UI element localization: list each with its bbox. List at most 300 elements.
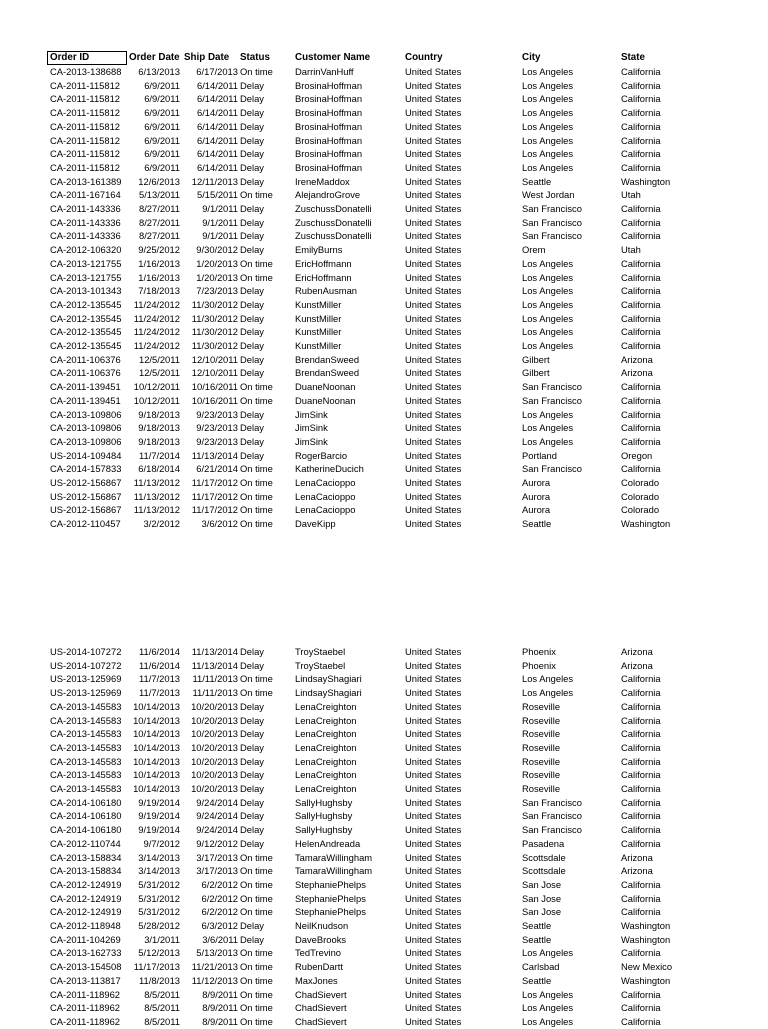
- cell-status[interactable]: Delay: [240, 728, 264, 740]
- header-customer-name[interactable]: Customer Name: [295, 52, 371, 63]
- cell-order-date[interactable]: 9/18/2013: [138, 422, 180, 434]
- cell-city[interactable]: Los Angeles: [522, 271, 574, 283]
- cell-order-date[interactable]: 5/12/2013: [138, 947, 180, 959]
- cell-country[interactable]: United States: [405, 134, 462, 146]
- header-city[interactable]: City: [522, 52, 541, 63]
- cell-ship-date[interactable]: 5/13/2013: [196, 947, 238, 959]
- cell-status[interactable]: Delay: [240, 449, 264, 461]
- cell-order-date[interactable]: 7/18/2013: [138, 285, 180, 297]
- header-order-date[interactable]: Order Date: [129, 52, 180, 63]
- cell-status[interactable]: Delay: [240, 244, 264, 256]
- cell-country[interactable]: United States: [405, 422, 462, 434]
- cell-ship-date[interactable]: 12/10/2011: [191, 353, 238, 365]
- cell-state[interactable]: California: [621, 988, 661, 1000]
- cell-city[interactable]: Seattle: [522, 920, 552, 931]
- cell-customer-name[interactable]: LenaCreighton: [295, 741, 357, 753]
- cell-ship-date[interactable]: 9/1/2011: [202, 230, 238, 242]
- cell-city[interactable]: San Francisco: [522, 796, 582, 808]
- cell-customer-name[interactable]: RubenAusman: [295, 285, 358, 297]
- cell-status[interactable]: Delay: [240, 659, 264, 671]
- cell-order-date[interactable]: 9/19/2014: [138, 824, 180, 836]
- cell-order-date[interactable]: 5/31/2012: [138, 892, 180, 904]
- cell-customer-name[interactable]: EricHoffmann: [295, 271, 352, 283]
- cell-state[interactable]: California: [621, 326, 661, 338]
- cell-ship-date[interactable]: 5/15/2011: [196, 189, 238, 201]
- cell-status[interactable]: Delay: [240, 340, 264, 351]
- cell-customer-name[interactable]: SallyHughsby: [295, 810, 353, 822]
- cell-city[interactable]: Seattle: [522, 175, 552, 187]
- cell-ship-date[interactable]: 11/11/2013: [192, 673, 238, 685]
- cell-city[interactable]: San Jose: [522, 906, 562, 918]
- cell-order-date[interactable]: 12/5/2011: [138, 367, 180, 379]
- cell-status[interactable]: Delay: [240, 120, 264, 132]
- cell-customer-name[interactable]: BrosinaHoffman: [295, 79, 363, 91]
- cell-country[interactable]: United States: [405, 148, 462, 160]
- cell-state[interactable]: Utah: [621, 244, 641, 256]
- cell-order-date[interactable]: 10/14/2013: [133, 728, 180, 740]
- cell-status[interactable]: On time: [240, 189, 273, 201]
- cell-order-id[interactable]: CA-2013-113817: [50, 974, 121, 986]
- cell-customer-name[interactable]: LenaCreighton: [295, 755, 357, 767]
- cell-city[interactable]: Orem: [522, 244, 546, 256]
- cell-customer-name[interactable]: EmilyBurns: [295, 244, 343, 256]
- cell-ship-date[interactable]: 7/23/2013: [196, 285, 238, 297]
- cell-customer-name[interactable]: DuaneNoonan: [295, 394, 356, 406]
- cell-country[interactable]: United States: [405, 933, 462, 945]
- cell-status[interactable]: Delay: [240, 435, 264, 447]
- cell-order-date[interactable]: 10/14/2013: [133, 769, 180, 781]
- cell-country[interactable]: United States: [405, 189, 462, 201]
- cell-country[interactable]: United States: [405, 257, 462, 269]
- cell-ship-date[interactable]: 6/2/2012: [201, 906, 238, 918]
- cell-country[interactable]: United States: [405, 66, 462, 77]
- cell-customer-name[interactable]: BrosinaHoffman: [295, 120, 363, 132]
- cell-state[interactable]: California: [621, 741, 661, 753]
- cell-customer-name[interactable]: KunstMiller: [295, 298, 342, 310]
- cell-status[interactable]: On time: [240, 504, 273, 516]
- cell-ship-date[interactable]: 11/30/2012: [191, 312, 238, 324]
- cell-country[interactable]: United States: [405, 203, 462, 214]
- cell-customer-name[interactable]: BrosinaHoffman: [295, 134, 363, 146]
- header-status[interactable]: Status: [240, 52, 270, 63]
- cell-order-date[interactable]: 9/25/2012: [138, 244, 180, 256]
- cell-state[interactable]: California: [621, 285, 661, 297]
- cell-status[interactable]: On time: [240, 906, 273, 918]
- cell-state[interactable]: Washington: [621, 920, 671, 931]
- cell-state[interactable]: Arizona: [621, 851, 653, 863]
- cell-city[interactable]: San Francisco: [522, 230, 582, 242]
- cell-order-id[interactable]: CA-2012-106320: [50, 244, 122, 256]
- cell-order-id[interactable]: US-2014-107272: [50, 646, 122, 657]
- cell-country[interactable]: United States: [405, 741, 462, 753]
- cell-status[interactable]: Delay: [240, 79, 264, 91]
- cell-status[interactable]: On time: [240, 892, 273, 904]
- cell-state[interactable]: California: [621, 837, 661, 849]
- cell-ship-date[interactable]: 10/20/2013: [191, 728, 238, 740]
- cell-order-id[interactable]: CA-2013-121755: [50, 271, 122, 283]
- cell-order-id[interactable]: CA-2011-115812: [50, 134, 121, 146]
- cell-city[interactable]: Los Angeles: [522, 422, 574, 434]
- cell-customer-name[interactable]: DarrinVanHuff: [295, 66, 354, 77]
- cell-order-date[interactable]: 6/9/2011: [144, 107, 180, 119]
- cell-order-date[interactable]: 12/6/2013: [138, 175, 180, 187]
- cell-country[interactable]: United States: [405, 700, 462, 712]
- cell-order-date[interactable]: 11/7/2013: [138, 687, 180, 699]
- cell-order-date[interactable]: 8/5/2011: [144, 1015, 180, 1027]
- cell-order-id[interactable]: CA-2013-109806: [50, 408, 122, 420]
- cell-ship-date[interactable]: 8/9/2011: [202, 1015, 238, 1027]
- cell-state[interactable]: California: [621, 810, 661, 822]
- cell-city[interactable]: Aurora: [522, 504, 551, 516]
- cell-status[interactable]: On time: [240, 394, 273, 406]
- cell-customer-name[interactable]: BrosinaHoffman: [295, 107, 363, 119]
- cell-status[interactable]: Delay: [240, 714, 264, 726]
- cell-country[interactable]: United States: [405, 381, 462, 393]
- cell-ship-date[interactable]: 9/12/2012: [196, 837, 238, 849]
- cell-ship-date[interactable]: 9/24/2014: [196, 796, 238, 808]
- cell-order-id[interactable]: CA-2011-167164: [50, 189, 121, 201]
- cell-state[interactable]: Washington: [621, 175, 671, 187]
- cell-customer-name[interactable]: BrosinaHoffman: [295, 148, 363, 160]
- cell-country[interactable]: United States: [405, 230, 462, 242]
- cell-ship-date[interactable]: 11/13/2014: [191, 646, 238, 657]
- cell-city[interactable]: Los Angeles: [522, 161, 574, 173]
- cell-country[interactable]: United States: [405, 367, 462, 379]
- cell-order-date[interactable]: 8/27/2011: [138, 230, 180, 242]
- cell-order-id[interactable]: US-2013-125969: [50, 687, 122, 699]
- cell-state[interactable]: California: [621, 203, 661, 214]
- cell-status[interactable]: Delay: [240, 161, 264, 173]
- cell-country[interactable]: United States: [405, 865, 462, 877]
- cell-status[interactable]: On time: [240, 1002, 273, 1014]
- cell-order-date[interactable]: 11/24/2012: [133, 298, 180, 310]
- cell-state[interactable]: Arizona: [621, 353, 653, 365]
- cell-status[interactable]: Delay: [240, 422, 264, 434]
- cell-status[interactable]: Delay: [240, 298, 264, 310]
- cell-status[interactable]: On time: [240, 271, 273, 283]
- cell-order-date[interactable]: 1/16/2013: [138, 257, 180, 269]
- cell-customer-name[interactable]: BrendanSweed: [295, 367, 360, 379]
- cell-order-date[interactable]: 5/28/2012: [138, 920, 180, 931]
- cell-state[interactable]: California: [621, 134, 661, 146]
- cell-status[interactable]: Delay: [240, 646, 264, 657]
- cell-status[interactable]: On time: [240, 518, 273, 530]
- cell-order-id[interactable]: CA-2013-161389: [50, 175, 122, 187]
- cell-city[interactable]: Los Angeles: [522, 285, 574, 297]
- cell-city[interactable]: Los Angeles: [522, 340, 574, 351]
- cell-customer-name[interactable]: LenaCreighton: [295, 700, 357, 712]
- cell-country[interactable]: United States: [405, 1015, 462, 1027]
- cell-customer-name[interactable]: ZuschussDonatelli: [295, 203, 372, 214]
- cell-state[interactable]: Colorado: [621, 477, 660, 488]
- cell-order-date[interactable]: 3/14/2013: [138, 865, 180, 877]
- cell-state[interactable]: California: [621, 66, 661, 77]
- cell-order-date[interactable]: 11/7/2014: [138, 449, 180, 461]
- cell-city[interactable]: Los Angeles: [522, 298, 574, 310]
- cell-customer-name[interactable]: TamaraWillingham: [295, 865, 373, 877]
- cell-city[interactable]: Los Angeles: [522, 93, 574, 105]
- cell-city[interactable]: Roseville: [522, 714, 561, 726]
- cell-order-id[interactable]: CA-2011-143336: [50, 230, 121, 242]
- cell-customer-name[interactable]: KunstMiller: [295, 312, 342, 324]
- cell-order-id[interactable]: CA-2013-138688: [50, 66, 122, 77]
- cell-customer-name[interactable]: DaveKipp: [295, 518, 336, 530]
- cell-order-id[interactable]: CA-2014-106180: [50, 810, 122, 822]
- cell-order-id[interactable]: CA-2013-162733: [50, 947, 122, 959]
- cell-ship-date[interactable]: 6/2/2012: [201, 892, 238, 904]
- cell-ship-date[interactable]: 9/24/2014: [196, 810, 238, 822]
- cell-state[interactable]: California: [621, 714, 661, 726]
- cell-country[interactable]: United States: [405, 298, 462, 310]
- cell-city[interactable]: Los Angeles: [522, 326, 574, 338]
- cell-customer-name[interactable]: LindsayShagiari: [295, 687, 362, 699]
- cell-order-date[interactable]: 6/9/2011: [144, 161, 180, 173]
- cell-country[interactable]: United States: [405, 285, 462, 297]
- cell-country[interactable]: United States: [405, 161, 462, 173]
- cell-order-date[interactable]: 10/12/2011: [133, 381, 180, 393]
- cell-state[interactable]: California: [621, 700, 661, 712]
- cell-ship-date[interactable]: 11/30/2012: [191, 326, 238, 338]
- cell-status[interactable]: Delay: [240, 837, 264, 849]
- cell-ship-date[interactable]: 9/24/2014: [196, 824, 238, 836]
- cell-customer-name[interactable]: SallyHughsby: [295, 824, 353, 836]
- cell-ship-date[interactable]: 10/20/2013: [191, 769, 238, 781]
- cell-status[interactable]: On time: [240, 490, 273, 502]
- cell-country[interactable]: United States: [405, 435, 462, 447]
- cell-order-date[interactable]: 1/16/2013: [138, 271, 180, 283]
- cell-city[interactable]: San Francisco: [522, 203, 582, 214]
- cell-order-id[interactable]: CA-2012-135545: [50, 298, 122, 310]
- cell-order-id[interactable]: CA-2013-121755: [50, 257, 122, 269]
- cell-customer-name[interactable]: LenaCreighton: [295, 714, 357, 726]
- cell-order-date[interactable]: 8/5/2011: [144, 1002, 180, 1014]
- cell-state[interactable]: California: [621, 120, 661, 132]
- cell-customer-name[interactable]: ChadSievert: [295, 1015, 347, 1027]
- cell-order-id[interactable]: CA-2012-110744: [50, 837, 121, 849]
- header-country[interactable]: Country: [405, 52, 443, 63]
- cell-order-date[interactable]: 8/27/2011: [138, 203, 180, 214]
- cell-order-date[interactable]: 10/12/2011: [133, 394, 180, 406]
- cell-country[interactable]: United States: [405, 408, 462, 420]
- cell-ship-date[interactable]: 11/17/2012: [191, 490, 238, 502]
- cell-state[interactable]: California: [621, 755, 661, 767]
- cell-customer-name[interactable]: KunstMiller: [295, 340, 342, 351]
- cell-status[interactable]: Delay: [240, 408, 264, 420]
- cell-city[interactable]: Roseville: [522, 769, 561, 781]
- cell-city[interactable]: Los Angeles: [522, 673, 574, 685]
- cell-order-id[interactable]: CA-2013-145583: [50, 700, 122, 712]
- cell-city[interactable]: Los Angeles: [522, 257, 574, 269]
- cell-city[interactable]: Los Angeles: [522, 79, 574, 91]
- cell-order-id[interactable]: CA-2011-106376: [50, 367, 121, 379]
- cell-customer-name[interactable]: LenaCreighton: [295, 769, 357, 781]
- cell-status[interactable]: On time: [240, 66, 273, 77]
- cell-ship-date[interactable]: 11/17/2012: [191, 477, 238, 488]
- cell-order-id[interactable]: CA-2013-145583: [50, 755, 122, 767]
- cell-state[interactable]: Oregon: [621, 449, 653, 461]
- cell-customer-name[interactable]: KunstMiller: [295, 326, 342, 338]
- cell-city[interactable]: Los Angeles: [522, 1002, 574, 1014]
- cell-order-id[interactable]: CA-2014-106180: [50, 796, 122, 808]
- cell-ship-date[interactable]: 9/1/2011: [202, 216, 238, 228]
- cell-customer-name[interactable]: BrosinaHoffman: [295, 93, 363, 105]
- cell-country[interactable]: United States: [405, 340, 462, 351]
- cell-country[interactable]: United States: [405, 851, 462, 863]
- cell-ship-date[interactable]: 6/14/2011: [196, 79, 238, 91]
- cell-ship-date[interactable]: 6/14/2011: [196, 120, 238, 132]
- cell-order-id[interactable]: US-2012-156867: [50, 504, 122, 516]
- cell-city[interactable]: San Francisco: [522, 824, 582, 836]
- cell-order-id[interactable]: CA-2014-157833: [50, 463, 122, 475]
- cell-order-date[interactable]: 3/14/2013: [138, 851, 180, 863]
- cell-state[interactable]: California: [621, 408, 661, 420]
- cell-status[interactable]: Delay: [240, 741, 264, 753]
- cell-status[interactable]: Delay: [240, 326, 264, 338]
- cell-status[interactable]: Delay: [240, 824, 264, 836]
- cell-country[interactable]: United States: [405, 892, 462, 904]
- cell-city[interactable]: San Francisco: [522, 381, 582, 393]
- cell-order-id[interactable]: CA-2013-145583: [50, 728, 122, 740]
- cell-order-date[interactable]: 6/9/2011: [144, 79, 180, 91]
- cell-customer-name[interactable]: LenaCreighton: [295, 728, 357, 740]
- cell-city[interactable]: Scottsdale: [522, 851, 566, 863]
- cell-state[interactable]: California: [621, 161, 661, 173]
- cell-city[interactable]: Los Angeles: [522, 947, 574, 959]
- cell-city[interactable]: Los Angeles: [522, 107, 574, 119]
- cell-ship-date[interactable]: 9/30/2012: [196, 244, 238, 256]
- cell-order-date[interactable]: 5/31/2012: [138, 878, 180, 890]
- cell-order-date[interactable]: 11/13/2012: [133, 477, 180, 488]
- cell-country[interactable]: United States: [405, 504, 462, 516]
- cell-city[interactable]: Los Angeles: [522, 312, 574, 324]
- cell-order-id[interactable]: CA-2011-115812: [50, 79, 121, 91]
- cell-order-id[interactable]: CA-2011-115812: [50, 93, 121, 105]
- cell-order-id[interactable]: CA-2013-158834: [50, 865, 122, 877]
- cell-state[interactable]: California: [621, 769, 661, 781]
- cell-customer-name[interactable]: DuaneNoonan: [295, 381, 356, 393]
- cell-status[interactable]: On time: [240, 687, 273, 699]
- cell-order-id[interactable]: CA-2012-135545: [50, 312, 122, 324]
- cell-country[interactable]: United States: [405, 810, 462, 822]
- cell-order-date[interactable]: 8/27/2011: [138, 216, 180, 228]
- cell-order-id[interactable]: CA-2013-145583: [50, 741, 122, 753]
- cell-customer-name[interactable]: KatherineDucich: [295, 463, 364, 475]
- cell-country[interactable]: United States: [405, 449, 462, 461]
- cell-order-date[interactable]: 11/8/2013: [138, 974, 180, 986]
- cell-city[interactable]: Pasadena: [522, 837, 565, 849]
- cell-country[interactable]: United States: [405, 107, 462, 119]
- cell-status[interactable]: Delay: [240, 216, 264, 228]
- cell-order-date[interactable]: 11/13/2012: [133, 504, 180, 516]
- cell-country[interactable]: United States: [405, 477, 462, 488]
- cell-order-date[interactable]: 11/13/2012: [133, 490, 180, 502]
- cell-customer-name[interactable]: RogerBarcio: [295, 449, 348, 461]
- cell-state[interactable]: California: [621, 298, 661, 310]
- cell-state[interactable]: California: [621, 257, 661, 269]
- cell-city[interactable]: Aurora: [522, 490, 551, 502]
- cell-ship-date[interactable]: 11/17/2012: [191, 504, 238, 516]
- cell-customer-name[interactable]: JimSink: [295, 435, 328, 447]
- cell-order-date[interactable]: 6/9/2011: [144, 134, 180, 146]
- cell-ship-date[interactable]: 11/11/2013: [192, 687, 238, 699]
- cell-city[interactable]: San Francisco: [522, 463, 582, 475]
- cell-state[interactable]: Utah: [621, 189, 641, 201]
- cell-city[interactable]: Aurora: [522, 477, 551, 488]
- cell-ship-date[interactable]: 11/13/2014: [191, 659, 238, 671]
- cell-order-date[interactable]: 9/18/2013: [138, 435, 180, 447]
- cell-city[interactable]: Carlsbad: [522, 961, 560, 973]
- cell-state[interactable]: Washington: [621, 518, 671, 530]
- cell-customer-name[interactable]: JimSink: [295, 408, 328, 420]
- cell-order-date[interactable]: 11/7/2013: [138, 673, 180, 685]
- cell-ship-date[interactable]: 10/16/2011: [191, 381, 238, 393]
- cell-order-id[interactable]: US-2013-125969: [50, 673, 122, 685]
- cell-city[interactable]: Los Angeles: [522, 120, 574, 132]
- cell-ship-date[interactable]: 10/20/2013: [191, 783, 238, 794]
- cell-state[interactable]: New Mexico: [621, 961, 673, 973]
- cell-status[interactable]: Delay: [240, 230, 264, 242]
- cell-ship-date[interactable]: 3/17/2013: [196, 851, 238, 863]
- cell-status[interactable]: On time: [240, 463, 273, 475]
- cell-city[interactable]: Roseville: [522, 741, 561, 753]
- cell-order-date[interactable]: 3/2/2012: [143, 518, 180, 530]
- cell-status[interactable]: Delay: [240, 700, 264, 712]
- cell-city[interactable]: West Jordan: [522, 189, 575, 201]
- cell-status[interactable]: On time: [240, 673, 273, 685]
- cell-order-date[interactable]: 6/18/2014: [138, 463, 180, 475]
- cell-order-date[interactable]: 11/24/2012: [133, 340, 180, 351]
- cell-order-id[interactable]: CA-2011-139451: [50, 394, 121, 406]
- cell-country[interactable]: United States: [405, 755, 462, 767]
- cell-order-id[interactable]: CA-2011-118962: [50, 1015, 121, 1027]
- cell-status[interactable]: Delay: [240, 769, 264, 781]
- cell-status[interactable]: Delay: [240, 810, 264, 822]
- cell-order-date[interactable]: 9/19/2014: [138, 796, 180, 808]
- cell-status[interactable]: Delay: [240, 353, 264, 365]
- cell-country[interactable]: United States: [405, 673, 462, 685]
- cell-customer-name[interactable]: IreneMaddox: [295, 175, 350, 187]
- cell-customer-name[interactable]: JimSink: [295, 422, 328, 434]
- cell-city[interactable]: San Francisco: [522, 810, 582, 822]
- cell-status[interactable]: Delay: [240, 285, 264, 297]
- cell-order-date[interactable]: 10/14/2013: [133, 755, 180, 767]
- cell-ship-date[interactable]: 1/20/2013: [196, 271, 238, 283]
- cell-ship-date[interactable]: 8/9/2011: [202, 988, 238, 1000]
- cell-order-date[interactable]: 11/24/2012: [133, 326, 180, 338]
- cell-state[interactable]: California: [621, 216, 661, 228]
- cell-country[interactable]: United States: [405, 906, 462, 918]
- cell-order-id[interactable]: CA-2013-158834: [50, 851, 122, 863]
- cell-country[interactable]: United States: [405, 326, 462, 338]
- cell-country[interactable]: United States: [405, 728, 462, 740]
- cell-state[interactable]: California: [621, 148, 661, 160]
- cell-order-id[interactable]: CA-2013-109806: [50, 422, 122, 434]
- cell-status[interactable]: On time: [240, 477, 273, 488]
- cell-ship-date[interactable]: 9/23/2013: [196, 435, 238, 447]
- cell-order-date[interactable]: 5/13/2011: [138, 189, 180, 201]
- cell-status[interactable]: Delay: [240, 755, 264, 767]
- cell-order-id[interactable]: CA-2012-135545: [50, 340, 122, 351]
- header-state[interactable]: State: [621, 52, 645, 63]
- cell-order-id[interactable]: CA-2011-115812: [50, 120, 121, 132]
- cell-order-id[interactable]: CA-2012-135545: [50, 326, 122, 338]
- cell-order-date[interactable]: 6/9/2011: [144, 93, 180, 105]
- cell-status[interactable]: On time: [240, 257, 273, 269]
- cell-order-date[interactable]: 11/6/2014: [138, 646, 180, 657]
- cell-order-date[interactable]: 10/14/2013: [133, 700, 180, 712]
- cell-ship-date[interactable]: 6/21/2014: [196, 463, 238, 475]
- cell-country[interactable]: United States: [405, 394, 462, 406]
